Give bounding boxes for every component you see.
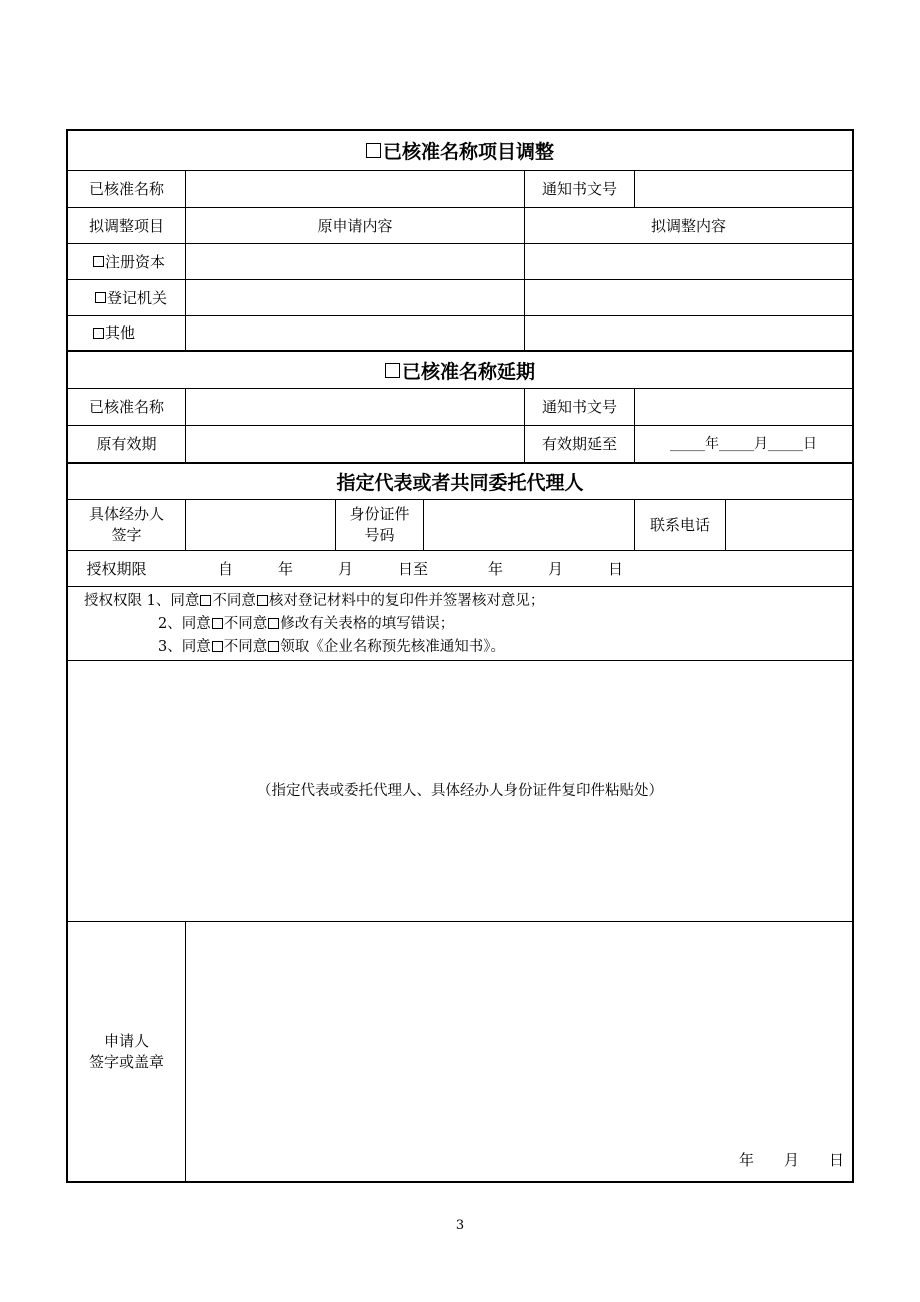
auth-period-label: 授权期限 (86, 559, 147, 578)
item-registered-capital[interactable]: 注册资本 (92, 244, 185, 279)
checkbox[interactable] (268, 618, 279, 629)
extend-to-label: 有效期延至 (541, 435, 617, 453)
original-content-label: 原申请内容 (317, 216, 393, 235)
checkbox[interactable] (93, 256, 104, 267)
checkbox[interactable] (257, 595, 268, 606)
id-number-field[interactable] (424, 500, 634, 550)
section-title-name-adjustment: 已核准名称项目调整 (68, 131, 852, 170)
checkbox[interactable] (385, 363, 400, 378)
signature-date: 年 月 日 (738, 1151, 844, 1169)
handler-signature-field[interactable] (186, 500, 335, 550)
adjusted-content-label: 拟调整内容 (650, 216, 726, 235)
item-registration-authority[interactable]: 登记机关 (94, 280, 185, 315)
original-validity-field[interactable] (186, 426, 524, 462)
checkbox[interactable] (212, 618, 223, 629)
checkbox[interactable] (200, 595, 211, 606)
item-other[interactable]: 其他 (92, 316, 185, 350)
phone-label: 联系电话 (649, 516, 710, 534)
application-form (66, 129, 854, 1183)
auth-item-1: 授权权限 1、同意 不同意 核对登记材料中的复印件并签署核对意见； (84, 593, 545, 609)
checkbox[interactable] (93, 328, 104, 339)
checkbox[interactable] (268, 641, 279, 652)
notice-number-field-2[interactable] (635, 389, 852, 425)
phone-field[interactable] (726, 500, 852, 550)
approved-name-field[interactable] (186, 171, 524, 207)
checkbox[interactable] (212, 641, 223, 652)
id-number-label: 身份证件 号码 (349, 505, 410, 544)
handler-signature-label: 具体经办人 签字 (88, 505, 164, 544)
approved-name-field-2[interactable] (186, 389, 524, 425)
approved-name-label: 已核准名称 (88, 180, 164, 198)
notice-number-label-2: 通知书文号 (541, 398, 617, 416)
auth-item-2: 2、同意 不同意 修改有关表格的填写错误； (158, 616, 455, 632)
checkbox[interactable] (366, 143, 381, 158)
extend-to-date[interactable]: _____年_____月_____日 (670, 436, 817, 452)
page-number: 3 (455, 1218, 465, 1233)
approved-name-label-2: 已核准名称 (88, 398, 164, 416)
original-validity-label: 原有效期 (96, 435, 157, 453)
applicant-signature-label: 申请人 签字或盖章 (88, 1031, 164, 1071)
notice-number-field[interactable] (635, 171, 852, 207)
checkbox[interactable] (95, 292, 106, 303)
applicant-signature-field[interactable] (186, 922, 852, 1142)
auth-item-3: 3、同意 不同意 领取《企业名称预先核准通知书》。 (158, 639, 505, 655)
adjust-item-label: 拟调整项目 (88, 216, 164, 235)
auth-period-dates[interactable]: 自 年 月 日至 年 月 日 (218, 559, 624, 578)
id-copy-paste-area: （指定代表或委托代理人、具体经办人身份证件复印件粘贴处） (257, 783, 663, 799)
section-title-agent: 指定代表或者共同委托代理人 (336, 472, 584, 494)
notice-number-label: 通知书文号 (541, 180, 617, 198)
section-title-name-extension: 已核准名称延期 (68, 352, 852, 388)
